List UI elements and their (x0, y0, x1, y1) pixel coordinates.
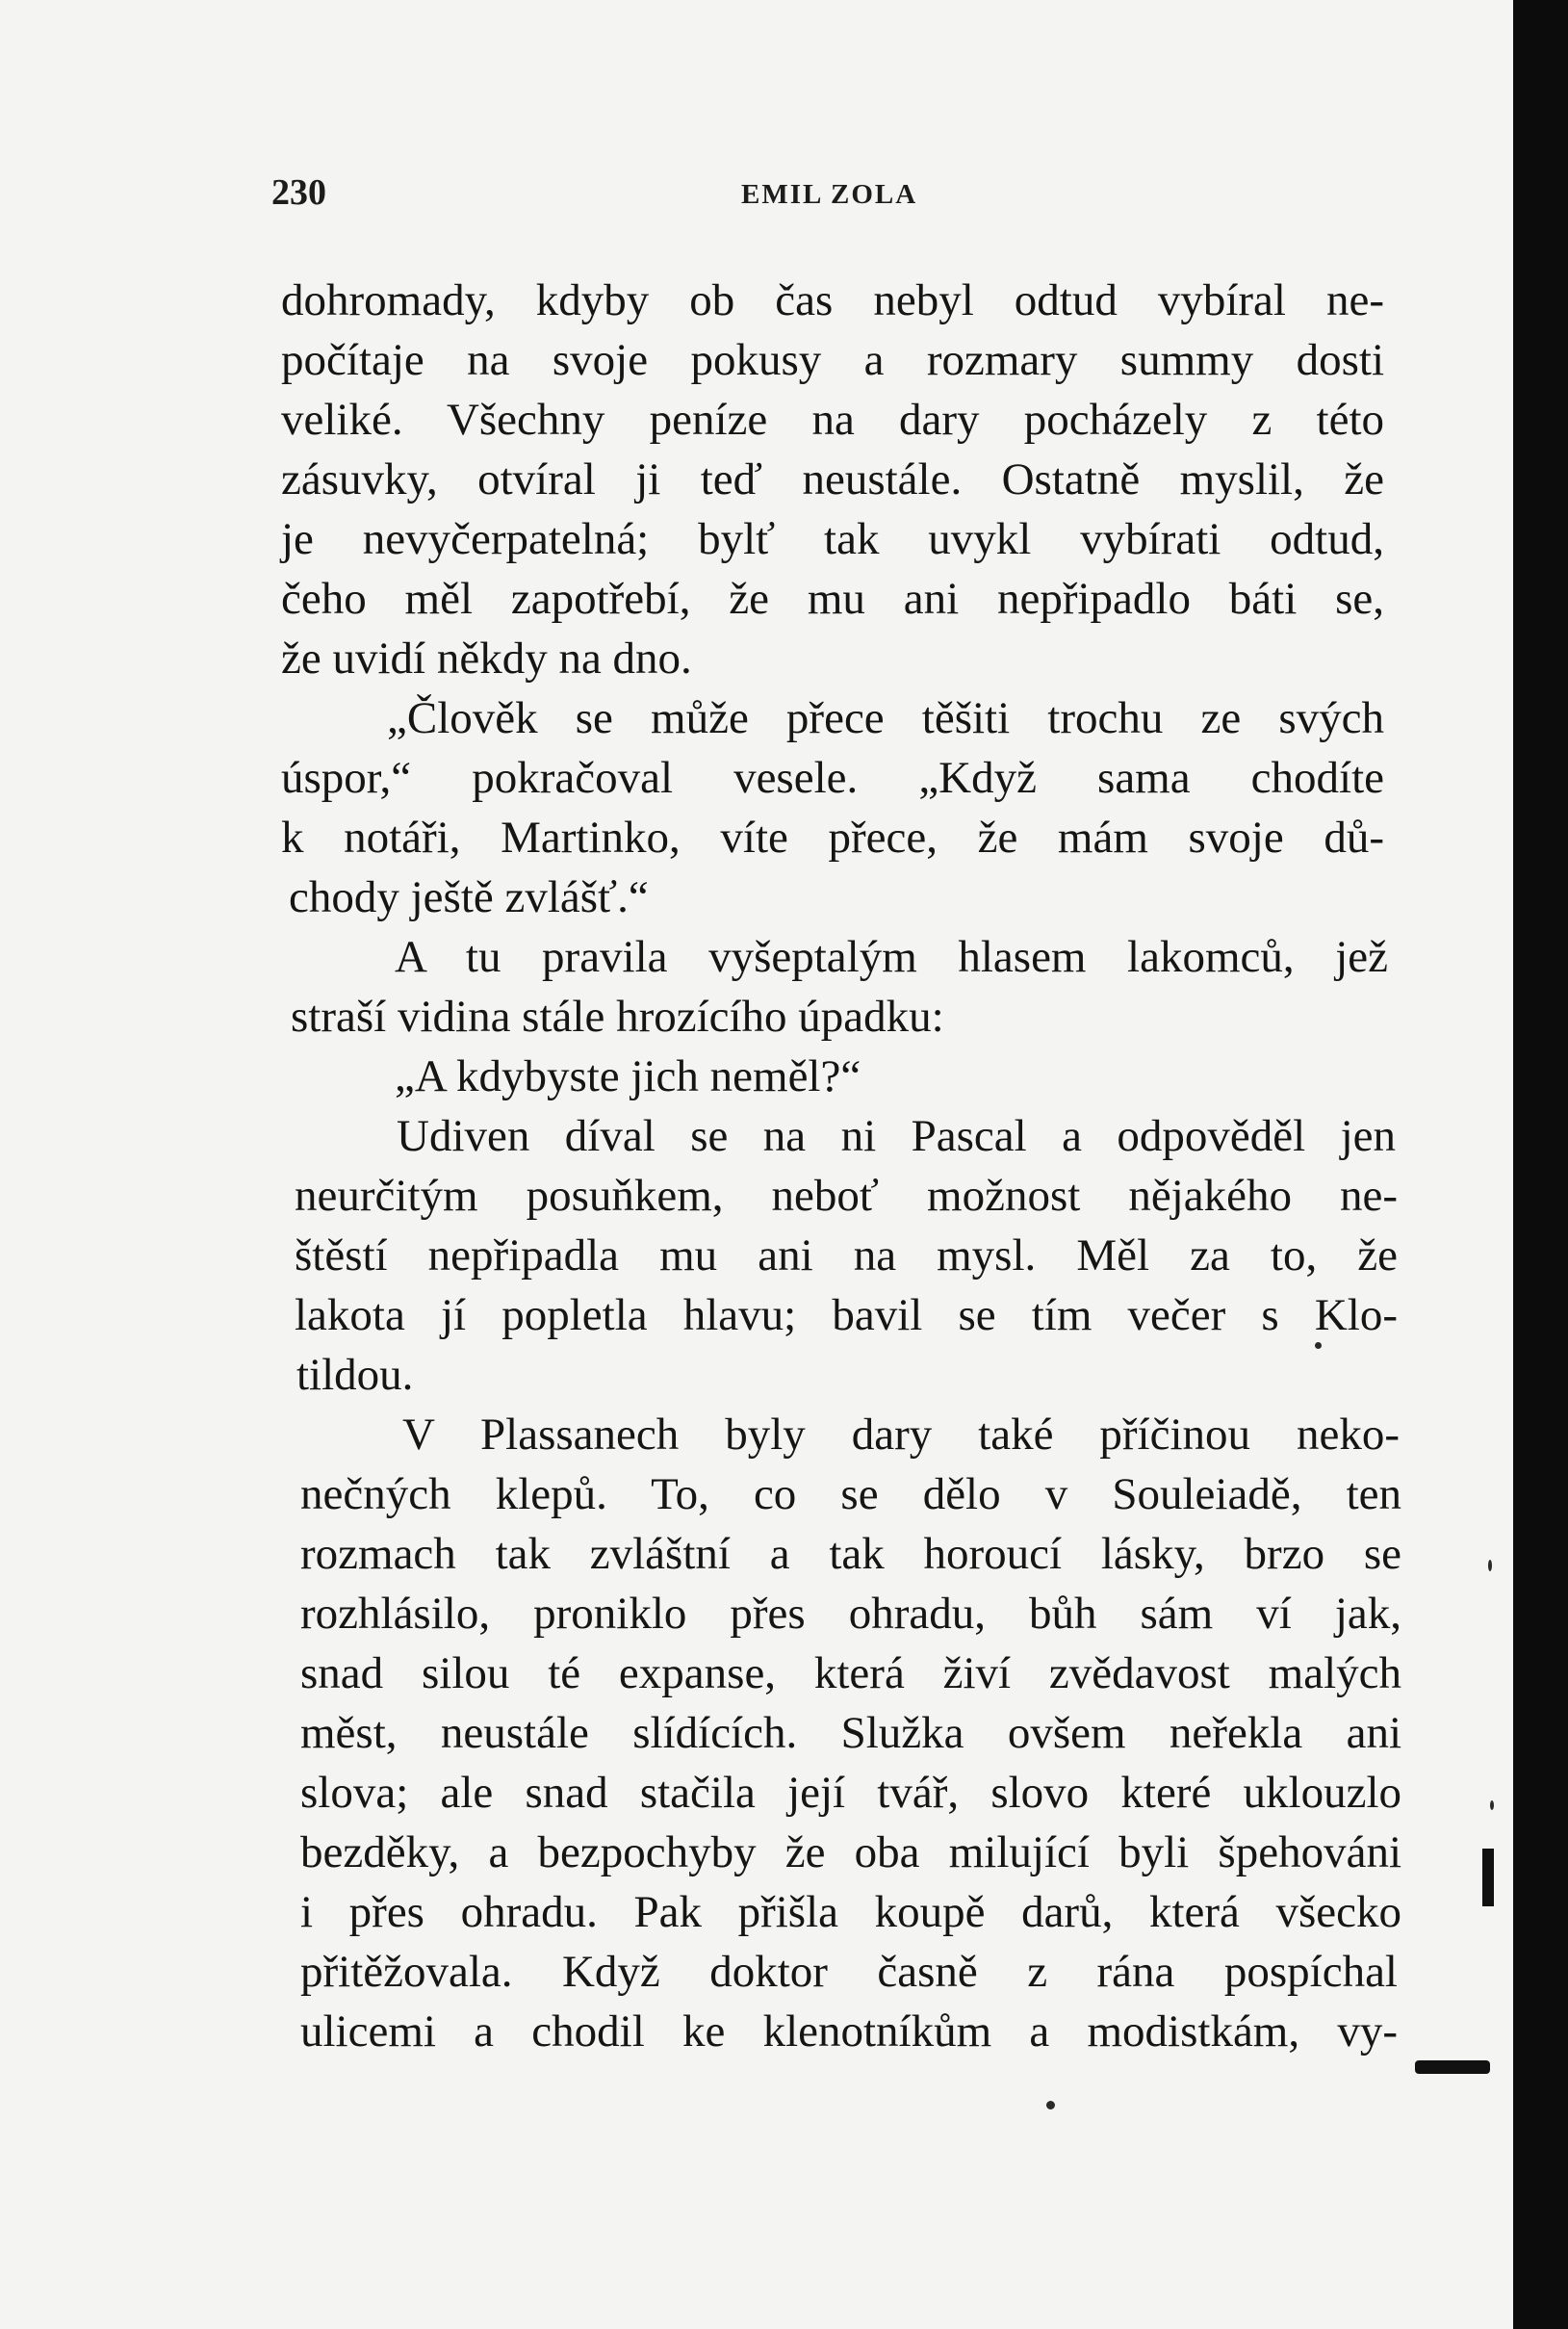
text-line: slova; ale snad stačila její tvář, slovo které uklouzlo (300, 1768, 1401, 1818)
ink-speck (1046, 2101, 1055, 2109)
text-line: bezděky, a bezpochyby že oba milující byli špehováni (300, 1827, 1401, 1877)
running-head-title: EMIL ZOLA (741, 179, 918, 210)
text-line: Udiven díval se na ni Pascal a odpověděl jen (397, 1111, 1396, 1161)
text-line: chody ještě zvlášť.“ (289, 872, 649, 922)
text-line: počítaje na svoje pokusy a rozmary summy dosti (281, 335, 1384, 385)
text-line: lakota jí popletla hlavu; bavil se tím večer s Klo- (295, 1290, 1398, 1340)
text-line: straší vidina stále hrozícího úpadku: (291, 992, 944, 1042)
text-line: neurčitým posuňkem, neboť možnost nějakého ne- (295, 1171, 1398, 1221)
text-line: měst, neustále slídících. Služka ovšem neřekla ani (300, 1708, 1401, 1758)
text-line: dohromady, kdyby ob čas nebyl odtud vybíral ne- (281, 275, 1384, 325)
text-line: štěstí nepřipadla mu ani na mysl. Měl za to, že (295, 1230, 1398, 1281)
ink-smudge (1415, 2060, 1490, 2074)
text-line: tildou. (296, 1350, 414, 1400)
text-line: rozhlásilo, proniklo přes ohradu, bůh sám ví jak, (300, 1589, 1401, 1639)
text-line: ulicemi a chodil ke klenotníkům a modistkám, vy- (300, 2006, 1398, 2057)
ink-speck (1488, 1560, 1492, 1571)
text-line: V Plassanech byly dary také příčinou neko- (402, 1410, 1400, 1460)
text-line: zásuvky, otvíral ji teď neustále. Ostatně myslil, že (281, 454, 1384, 505)
text-line: rozmach tak zvláštní a tak horoucí lásky, brzo se (300, 1529, 1401, 1579)
text-line: veliké. Všechny peníze na dary pocházely z této (281, 395, 1384, 445)
text-line: i přes ohradu. Pak přišla koupě darů, která všecko (300, 1887, 1401, 1937)
text-line: že uvidí někdy na dno. (281, 634, 692, 684)
text-line: „Člověk se může přece těšiti trochu ze svých (387, 693, 1384, 743)
ink-speck (1490, 1800, 1494, 1810)
text-line: přitěžovala. Když doktor časně z rána pospíchal (300, 1947, 1398, 1997)
ink-smudge (1482, 1849, 1494, 1906)
text-line: „A kdybyste jich neměl?“ (395, 1051, 861, 1101)
text-line: je nevyčerpatelná; bylť tak uvykl vybírati odtud, (281, 514, 1384, 564)
text-line: čeho měl zapotřebí, že mu ani nepřipadlo báti se, (281, 574, 1384, 624)
page-number: 230 (271, 172, 326, 213)
text-line: A tu pravila vyšeptalým hlasem lakomců, jež (395, 932, 1388, 982)
text-line: snad silou té expanse, která živí zvědavost malých (300, 1648, 1401, 1698)
text-line: úspor,“ pokračoval vesele. „Když sama chodíte (281, 753, 1384, 803)
text-line: nečných klepů. To, co se dělo v Souleiadě, ten (300, 1469, 1401, 1519)
ink-speck (1315, 1342, 1322, 1349)
text-line: k notáři, Martinko, víte přece, že mám svoje dů- (281, 813, 1384, 863)
scan-edge-dark (1513, 0, 1568, 2329)
